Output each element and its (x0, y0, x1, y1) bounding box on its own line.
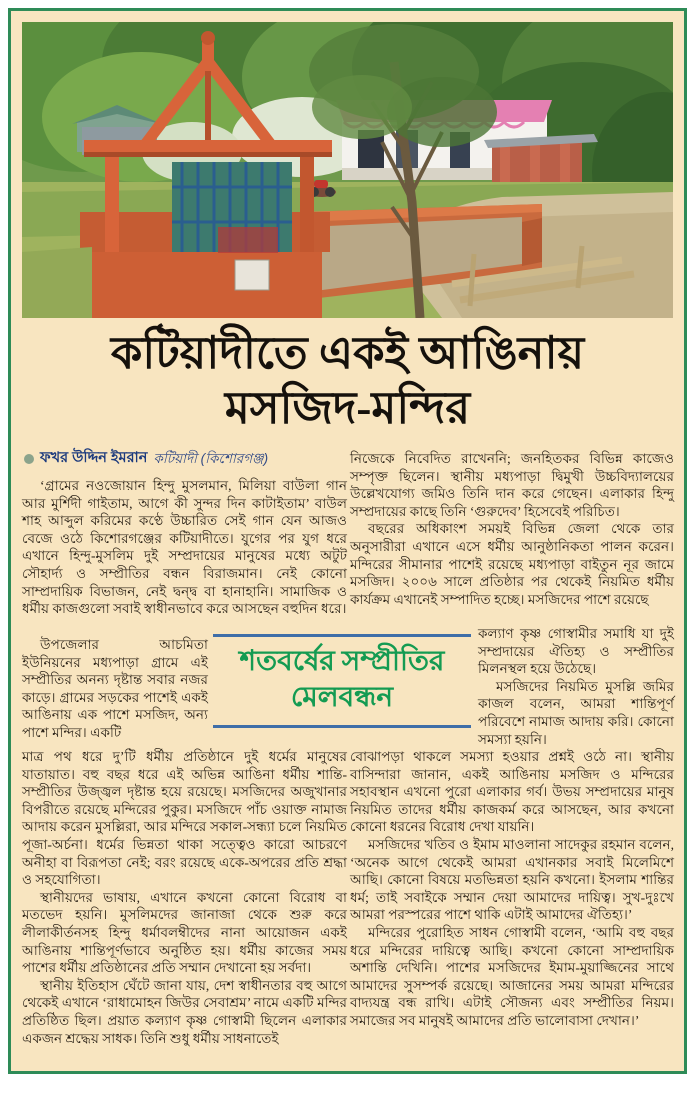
byline-bullet-icon (24, 454, 34, 464)
paragraph: নিজেকে নিবেদিত রাখেননি; জনহিতকর বিভিন্ন কাজেও সম্পৃক্ত ছিলেন। স্থানীয় মধ্যপাড়া দ্বিমুখী উচ্চবিদ্যালয়ের উল্লেখযোগ্য জমিও তিনি দান করে গেছেন। এলাকার হিন্দু সম্প্রদায়ের কাছে তিনি ‘গুরুদেব’ হিসেবেই পরিচিত। (350, 451, 674, 519)
paragraph: বছরের অধিকাংশ সময়ই বিভিন্ন জেলা থেকে তার অনুসারীরা এখানে এসে ধর্মীয় আনুষ্ঠানিকতা পালন করেন। মন্দিরের সীমানার পাশেই রয়েছে মধ্যপাড়া বাইতুন নূর জামে মসজিদ। ২০০৬ সালে প্রতিষ্ঠার পর থেকেই নিয়মিত ধর্মীয় কার্যক্রম এখানেই সম্পাদিত হচ্ছে। মসজিদের পাশে রয়েছে (350, 521, 674, 607)
left-column-narrow (22, 636, 208, 742)
paragraph: মন্দিরের পুরোহিত সাধন গোস্বামী বলেন, ‘আমি বহু বছর ধরে মন্দিরের দায়িত্বে আছি। কখনো কোনো সাম্প্রদায়িক অশান্তি দেখিনি। পাশের মসজিদের ইমাম-মুয়াজ্জিনের সাথে আমাদের সুসম্পর্ক রয়েছে। আজানের সময় আমরা মন্দিরের বাদ্যযন্ত্র বন্ধ রাখি। এটাই সৌজন্য এবং সম্প্রীতির নিয়ম। সমাজের সব মানুষই আমাদের প্রতি ভালোবাসা দেখান।’ (350, 924, 674, 1028)
photo-illustration (22, 22, 673, 318)
paragraph: কল্যাণ কৃষ্ণ গোস্বামীর সমাধি যা দুই সম্প্রদায়ের ঐতিহ্য ও সম্প্রীতির মিলনস্থল হয়ে উঠেছে। (478, 626, 674, 677)
left-column-top (22, 477, 347, 618)
headline-line-1: কটিয়াদীতে একই আঙিনায় (110, 328, 585, 378)
article-headline (0, 326, 695, 436)
article-photo (22, 22, 673, 318)
right-column-narrow (478, 625, 674, 748)
paragraph: স্থানীয় ইতিহাস ঘেঁটে জানা যায়, দেশ স্বাধীনতার বহু আগে থেকেই এখানে ‘রাধামোহন জিউর সেবাশ্রম’ নামে একটি মন্দির প্রতিষ্ঠিত ছিল। প্রয়াত কল্যাণ কৃষ্ণ গোস্বামী ছিলেন এলাকার একজন শ্রদ্ধেয় সাধক। তিনি শুধু ধর্মীয় সাধনাতেই (22, 977, 347, 1046)
paragraph: উপজেলার আচমিতা ইউনিয়নের মধ্যপাড়া গ্রামে এই সম্প্রীতির অনন্য দৃষ্টান্ত সবার নজর কাড়ে। গ্রামের সড়কের পাশেই একই আঙিনায় এক পাশে মসজিদ, অন্য পাশে মন্দির। একটি (22, 637, 208, 740)
paragraph: মাত্র পথ ধরে দু’টি ধর্মীয় প্রতিষ্ঠানে দুই ধর্মের মানুষের যাতায়াত। বহু বছর ধরে এই অভিন্ন আঙিনা ধর্মীয় শান্তি-সম্প্রীতির উজ্জ্বল দৃষ্টান্ত হয়ে রয়েছে। মসজিদের অজুখানার বিপরীতে রয়েছে মন্দিরের পুকুর। মসজিদে পাঁচ ওয়াক্ত নামাজ আদায় করেন মুসল্লিরা, আর মন্দিরে সকাল-সন্ধ্যা চলে নিয়মিত পূজা-অর্চনা। ধর্মের ভিন্নতা থাকা সত্ত্বেও কারো আচরণে অনীহা বা বিরূপতা নেই; বরং রয়েছে একে-অপরের প্রতি শ্রদ্ধা ও সহযোগিতা। (22, 749, 347, 888)
left-column-bottom (22, 748, 347, 1047)
right-column-bottom (350, 748, 674, 1030)
byline-location: কটিয়াদী (কিশোরগঞ্জ) (153, 450, 269, 466)
byline-author: ফখর উদ্দিন ইমরান (40, 450, 148, 466)
paragraph: স্থানীয়দের ভাষায়, এখানে কখনো কোনো বিরোধ বা মতভেদ হয়নি। মুসলিমদের জানাজা থেকে শুরু করে লীলাকীর্তনসহ হিন্দু ধর্মাবলম্বীদের নানা আয়োজন একই আঙিনায় শান্তিপূর্ণভাবে অনুষ্ঠিত হয়। ধর্মীয় কাজের সময় পাশের ধর্মীয় প্রতিষ্ঠানের প্রতি সম্মান দেখানো হয় সর্বদা। (22, 889, 347, 976)
paragraph: মসজিদের খতিব ও ইমাম মাওলানা সাদেকুর রহমান বলেন, ‘অনেক আগে থেকেই আমরা এখানকার সবাই মিলেমিশে আছি। কোনো বিষয়ে মতভিন্নতা হয়নি কখনো। ইসলাম শান্তির ধর্ম; তাই সবাইকে সম্মান দেয়া আমাদের দায়িত্ব। সুখ-দুঃখে আমরা পরস্পরের পাশে থাকি এটাই আমাদের ঐতিহ্য।’ (350, 836, 674, 923)
pull-quote-line-2: মেলবন্ধন (290, 682, 394, 713)
pull-quote (213, 634, 471, 728)
paragraph: ‘গ্রামের নওজোয়ান হিন্দু মুসলমান, মিলিয়া বাউলা গান আর মুর্শিদী গাইতাম, আগে কী সুন্দর দিন কাটাইতাম’ বাউল শাহ আব্দুল করিমের কণ্ঠে উচ্চারিত সেই গান যেন আজও বেজে ওঠে কিশোরগঞ্জের কটিয়াদীতে। যুগের পর যুগ ধরে এখানে হিন্দু-মুসলিম দুই সম্প্রদায়ের মানুষের মধ্যে অটুট সৌহার্দ্য ও সম্প্রীতির বন্ধন বিরাজমান। নেই কোনো সাম্প্রদায়িক বিভাজন, নেই দ্বন্দ্ব বা হানাহানি। সামাজিক ও ধর্মীয় কাজগুলো সবাই স্বাধীনভাবে করে আসছেন বহুদিন ধরে। (22, 478, 347, 617)
headline-line-2: মসজিদ-মন্দির (224, 382, 471, 433)
paragraph: মসজিদের নিয়মিত মুসল্লি জমির কাজল বলেন, আমরা শান্তিপূর্ণ পরিবেশে নামাজ আদায় করি। কোনো সমস্যা হয়নি। (478, 678, 674, 747)
right-column-top (350, 450, 674, 608)
pull-quote-line-1: শতবর্ষের সম্প্রীতির (239, 646, 445, 677)
paragraph: বোঝাপড়া থাকলে সমস্যা হওয়ার প্রশ্নই ওঠে না। স্থানীয় বাসিন্দারা জানান, একই আঙিনায় মসজিদ ও মন্দিরের সহাবস্থান এখনো পুরো এলাকার গর্ব। উভয় সম্প্রদায়ের মানুষ নিয়মিত তাদের ধর্মীয় কাজকর্ম করে আসছেন, আর কখনো কোনো ধরনের বিরোধ দেখা যায়নি। (350, 749, 674, 835)
